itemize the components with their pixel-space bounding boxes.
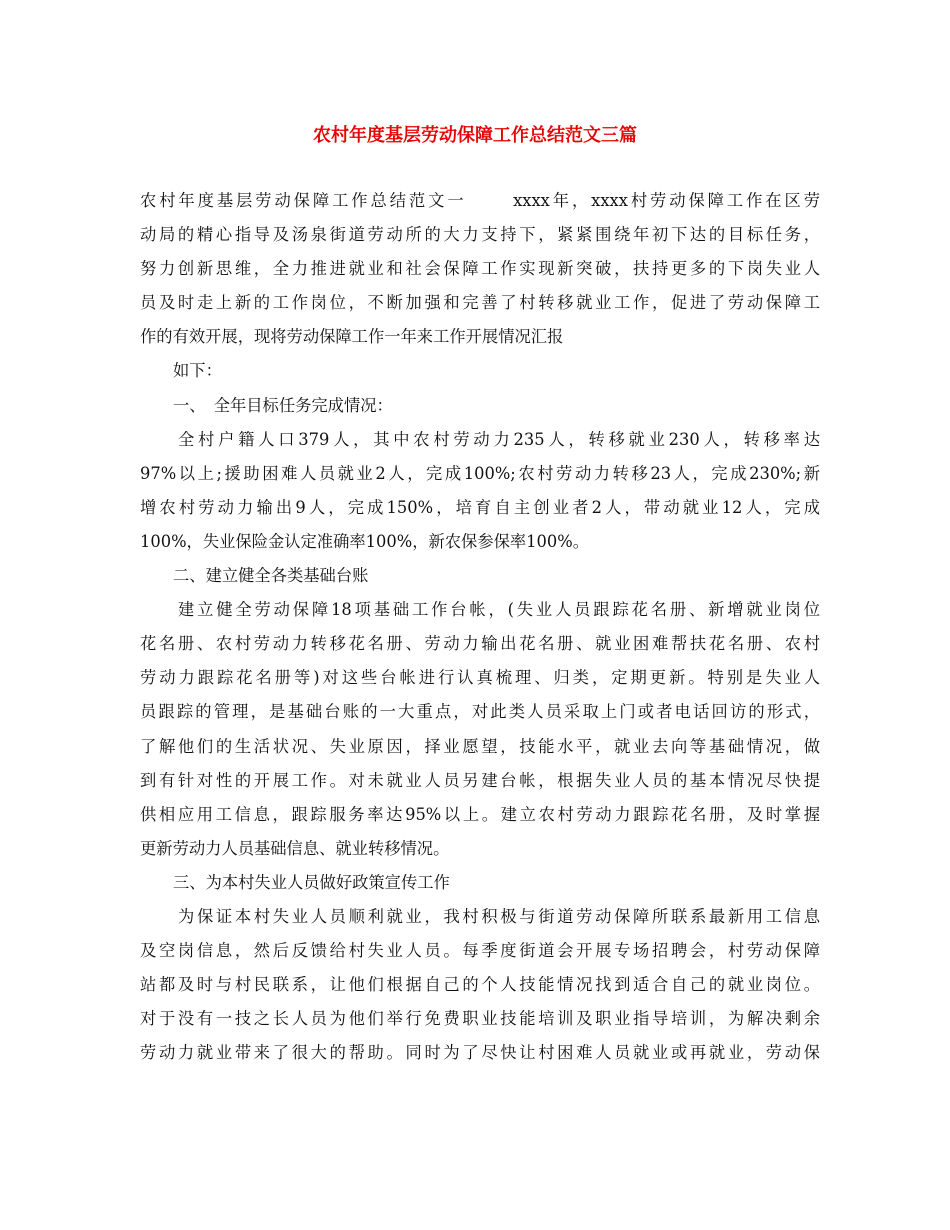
body-line: 花名册、农村劳动力转移花名册、劳动力输出花名册、就业困难帮扶花名册、农村 bbox=[140, 634, 820, 654]
body-line: 对于没有一技之长人员为他们举行免费职业技能培训及职业指导培训，为解决剩余 bbox=[140, 1009, 820, 1029]
body-line: 供相应用工信息，跟踪服务率达95%以上。建立农村劳动力跟踪花名册，及时掌握 bbox=[140, 804, 820, 824]
body-line: 作的有效开展，现将劳动保障工作一年来工作开展情况汇报 bbox=[140, 327, 564, 347]
body-line: 增农村劳动力输出9人，完成150%，培育自主创业者2人，带动就业12人，完成 bbox=[140, 497, 820, 517]
document-title: 农村年度基层劳动保障工作总结范文三篇 bbox=[313, 125, 637, 146]
body-line: 劳动力跟踪花名册等)对这些台帐进行认真梳理、归类，定期更新。特别是失业人 bbox=[140, 668, 820, 688]
body-line: 动局的精心指导及汤泉街道劳动所的大力支持下，紧紧围绕年初下达的目标任务， bbox=[140, 225, 820, 245]
body-line: 及空岗信息，然后反馈给村失业人员。每季度街道会开展专场招聘会，村劳动保障 bbox=[140, 941, 820, 961]
body-line: 更新劳动力人员基础信息、就业转移情况。 bbox=[140, 838, 450, 858]
body-line: 如下： bbox=[173, 361, 222, 381]
body-line: 员跟踪的管理，是基础台账的一大重点，对此类人员采取上门或者电话回访的形式， bbox=[140, 702, 820, 722]
body-line: 了解他们的生活状况、失业原因，择业愿望，技能水平，就业去向等基础情况，做 bbox=[140, 736, 820, 756]
body-line: 建立健全劳动保障18项基础工作台帐，(失业人员跟踪花名册、新增就业岗位 bbox=[178, 600, 820, 620]
body-line: 全村户籍人口379人，其中农村劳动力235人，转移就业230人，转移率达 bbox=[178, 429, 820, 449]
section-heading: 二、建立健全各类基础台账 bbox=[173, 566, 369, 586]
body-line: 为保证本村失业人员顺利就业，我村积极与街道劳动保障所联系最新用工信息 bbox=[178, 906, 820, 926]
body-line: 100%，失业保险金认定准确率100%，新农保参保率100%。 bbox=[140, 531, 589, 551]
body-line: 97%以上;援助困难人员就业2人，完成100%;农村劳动力转移23人，完成230%;新 bbox=[140, 463, 820, 483]
body-line: 到有针对性的开展工作。对未就业人员另建台帐，根据失业人员的基本情况尽快提 bbox=[140, 770, 820, 790]
body-line: 员及时走上新的工作岗位，不断加强和完善了村转移就业工作，促进了劳动保障工 bbox=[140, 293, 820, 313]
section-heading: 一、 全年目标任务完成情况： bbox=[173, 395, 393, 415]
body-line: 努力创新思维，全力推进就业和社会保障工作实现新突破，扶持更多的下岗失业人 bbox=[140, 259, 820, 279]
document-body bbox=[140, 184, 820, 1070]
section-heading: 三、为本村失业人员做好政策宣传工作 bbox=[173, 872, 450, 892]
body-line: 站都及时与村民联系，让他们根据自己的个人技能情况找到适合自己的就业岗位。 bbox=[140, 975, 820, 995]
body-line: 农村年度基层劳动保障工作总结范文一 xxxx年，xxxx村劳动保障工作在区劳 bbox=[140, 191, 820, 210]
body-line: 劳动力就业带来了很大的帮助。同时为了尽快让村困难人员就业或再就业，劳动保 bbox=[140, 1043, 820, 1063]
